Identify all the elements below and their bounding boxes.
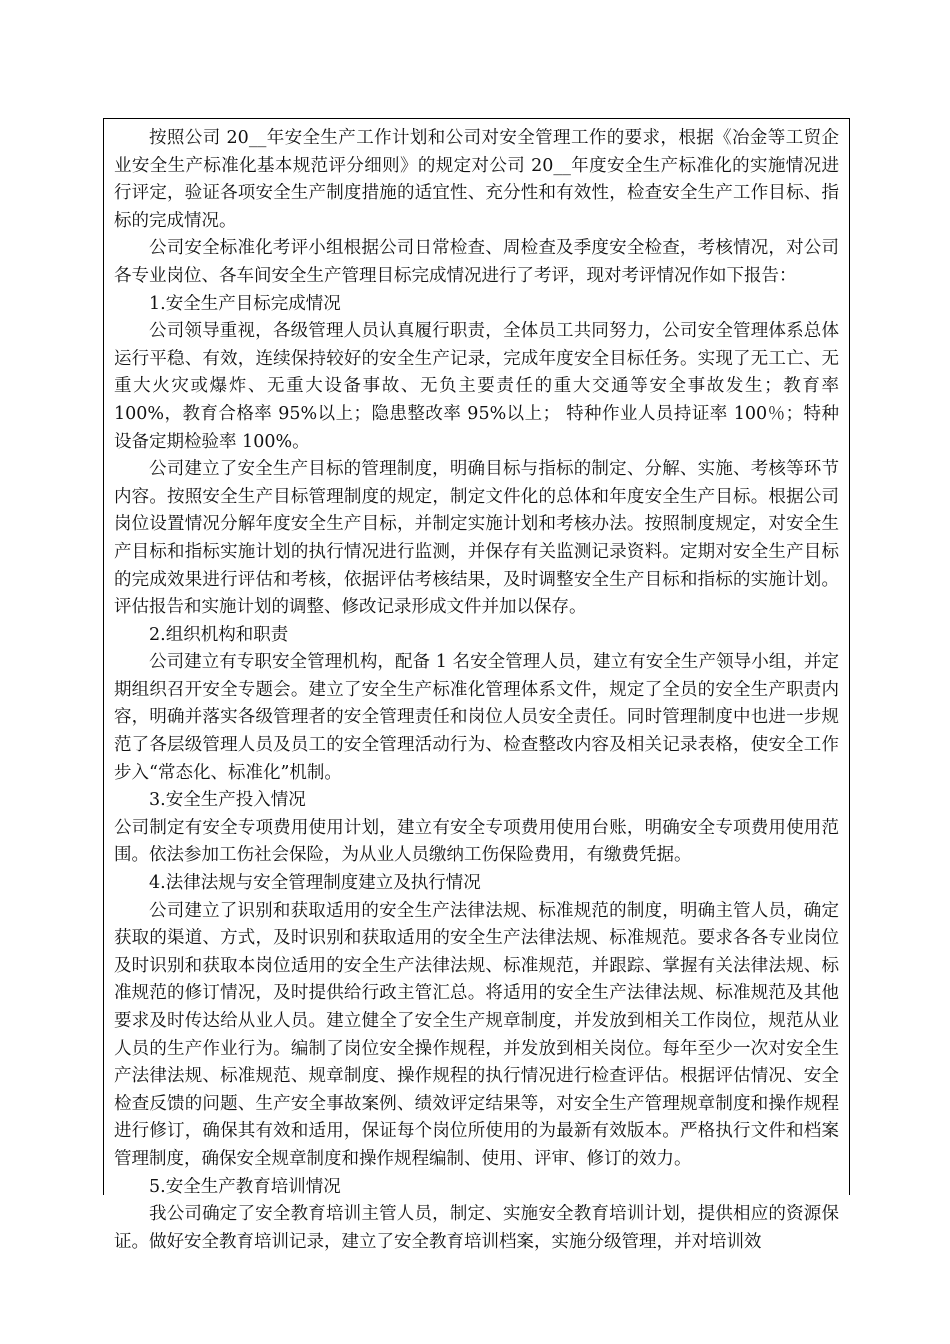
body-paragraph: 公司制定有安全专项费用使用计划，建立有安全专项费用使用台账，明确安全专项费用使用范围。依法参加工伤社会保险，为从业人员缴纳工伤保险费用，有缴费凭据。	[114, 817, 839, 866]
report-body	[104, 119, 849, 1256]
section-heading: 4.法律法规与安全管理制度建立及执行情况	[149, 873, 481, 894]
section-heading: 5.安全生产教育培训情况	[149, 1176, 341, 1197]
body-paragraph: 公司建立有专职安全管理机构，配备 1 名安全管理人员，建立有安全生产领导小组，并定期组织召开安全专题会。建立了安全生产标准化管理体系文件，规定了全员的安全生产职责内容，明确并落实各级管理者的安全管理责任和岗位人员安全责任。同时管理制度中也进一步规范了各层级管理人员及员工的安全管理活动行为、检查整改内容及相关记录表格，使安全工作步入“常态化、标准化”机制。	[114, 652, 839, 783]
section-heading: 3.安全生产投入情况	[149, 790, 306, 811]
section-heading: 2.组织机构和职责	[149, 624, 289, 645]
intro-paragraph: 公司安全标准化考评小组根据公司日常检查、周检查及季度安全检查，考核情况，对公司各专业岗位、各车间安全生产管理目标完成情况进行了考评，现对考评情况作如下报告：	[114, 238, 839, 286]
body-paragraph: 公司建立了识别和获取适用的安全生产法律法规、标准规范的制度，明确主管人员，确定获取的渠道、方式，及时识别和获取适用的安全生产法律法规、标准规范。要求各各专业岗位及时识别和获取本岗位适用的安全生产法律法规、标准规范，并跟踪、掌握有关法律法规、标准规范的修订情况，及时提供给行政主管汇总。将适用的安全生产法律法规、标准规范及其他要求及时传达给从业人员。建立健全了安全生产规章制度，并发放到相关工作岗位，规范从业人员的生产作业行为。编制了岗位安全操作规程，并发放到相关岗位。每年至少一次对安全生产法律法规、标准规范、规章制度、操作规程的执行情况进行检查评估。根据评估情况、安全检查反馈的问题、生产安全事故案例、绩效评定结果等，对安全生产管理规章制度和操作规程进行修订，确保其有效和适用，保证每个岗位所使用的为最新有效版本。严格执行文件和档案管理制度，确保安全规章制度和操作规程编制、使用、评审、修订的效力。	[114, 900, 839, 1169]
report-table-cell	[103, 118, 850, 1252]
body-paragraph: 公司建立了安全生产目标的管理制度，明确目标与指标的制定、分解、实施、考核等环节内容。按照安全生产目标管理制度的规定，制定文件化的总体和年度安全生产目标。根据公司岗位设置情况分解年度安全生产目标，并制定实施计划和考核办法。按照制度规定，对安全生产目标和指标实施计划的执行情况进行监测，并保存有关监测记录资料。定期对安全生产目标的完成效果进行评估和考核，依据评估考核结果，及时调整安全生产目标和指标的实施计划。评估报告和实施计划的调整、修改记录形成文件并加以保存。	[114, 459, 839, 618]
body-paragraph: 我公司确定了安全教育培训主管人员，制定、实施安全教育培训计划，提供相应的资源保证。做好安全教育培训记录，建立了安全教育培训档案，实施分级管理，并对培训效	[114, 1204, 839, 1252]
intro-paragraph: 按照公司 20__年安全生产工作计划和公司对安全管理工作的要求，根据《冶金等工贸企业安全生产标准化基本规范评分细则》的规定对公司 20__年度安全生产标准化的实施情况进行评定，验证各项安全生产制度措施的适宜性、充分性和有效性，检查安全生产工作目标、指标的完成情况。	[114, 128, 839, 231]
body-paragraph: 公司领导重视，各级管理人员认真履行职责，全体员工共同努力，公司安全管理体系总体运行平稳、有效，连续保持较好的安全生产记录，完成年度安全目标任务。实现了无工亡、无重大火灾或爆炸、无重大设备事故、无负主要责任的重大交通等安全事故发生；教育率 100%，教育合格率 95%以上；隐患整改率 95%以上； 特种作业人员持证率 100％；特种设备定期检验率 100%。	[114, 321, 839, 452]
section-heading: 1.安全生产目标完成情况	[149, 293, 341, 314]
